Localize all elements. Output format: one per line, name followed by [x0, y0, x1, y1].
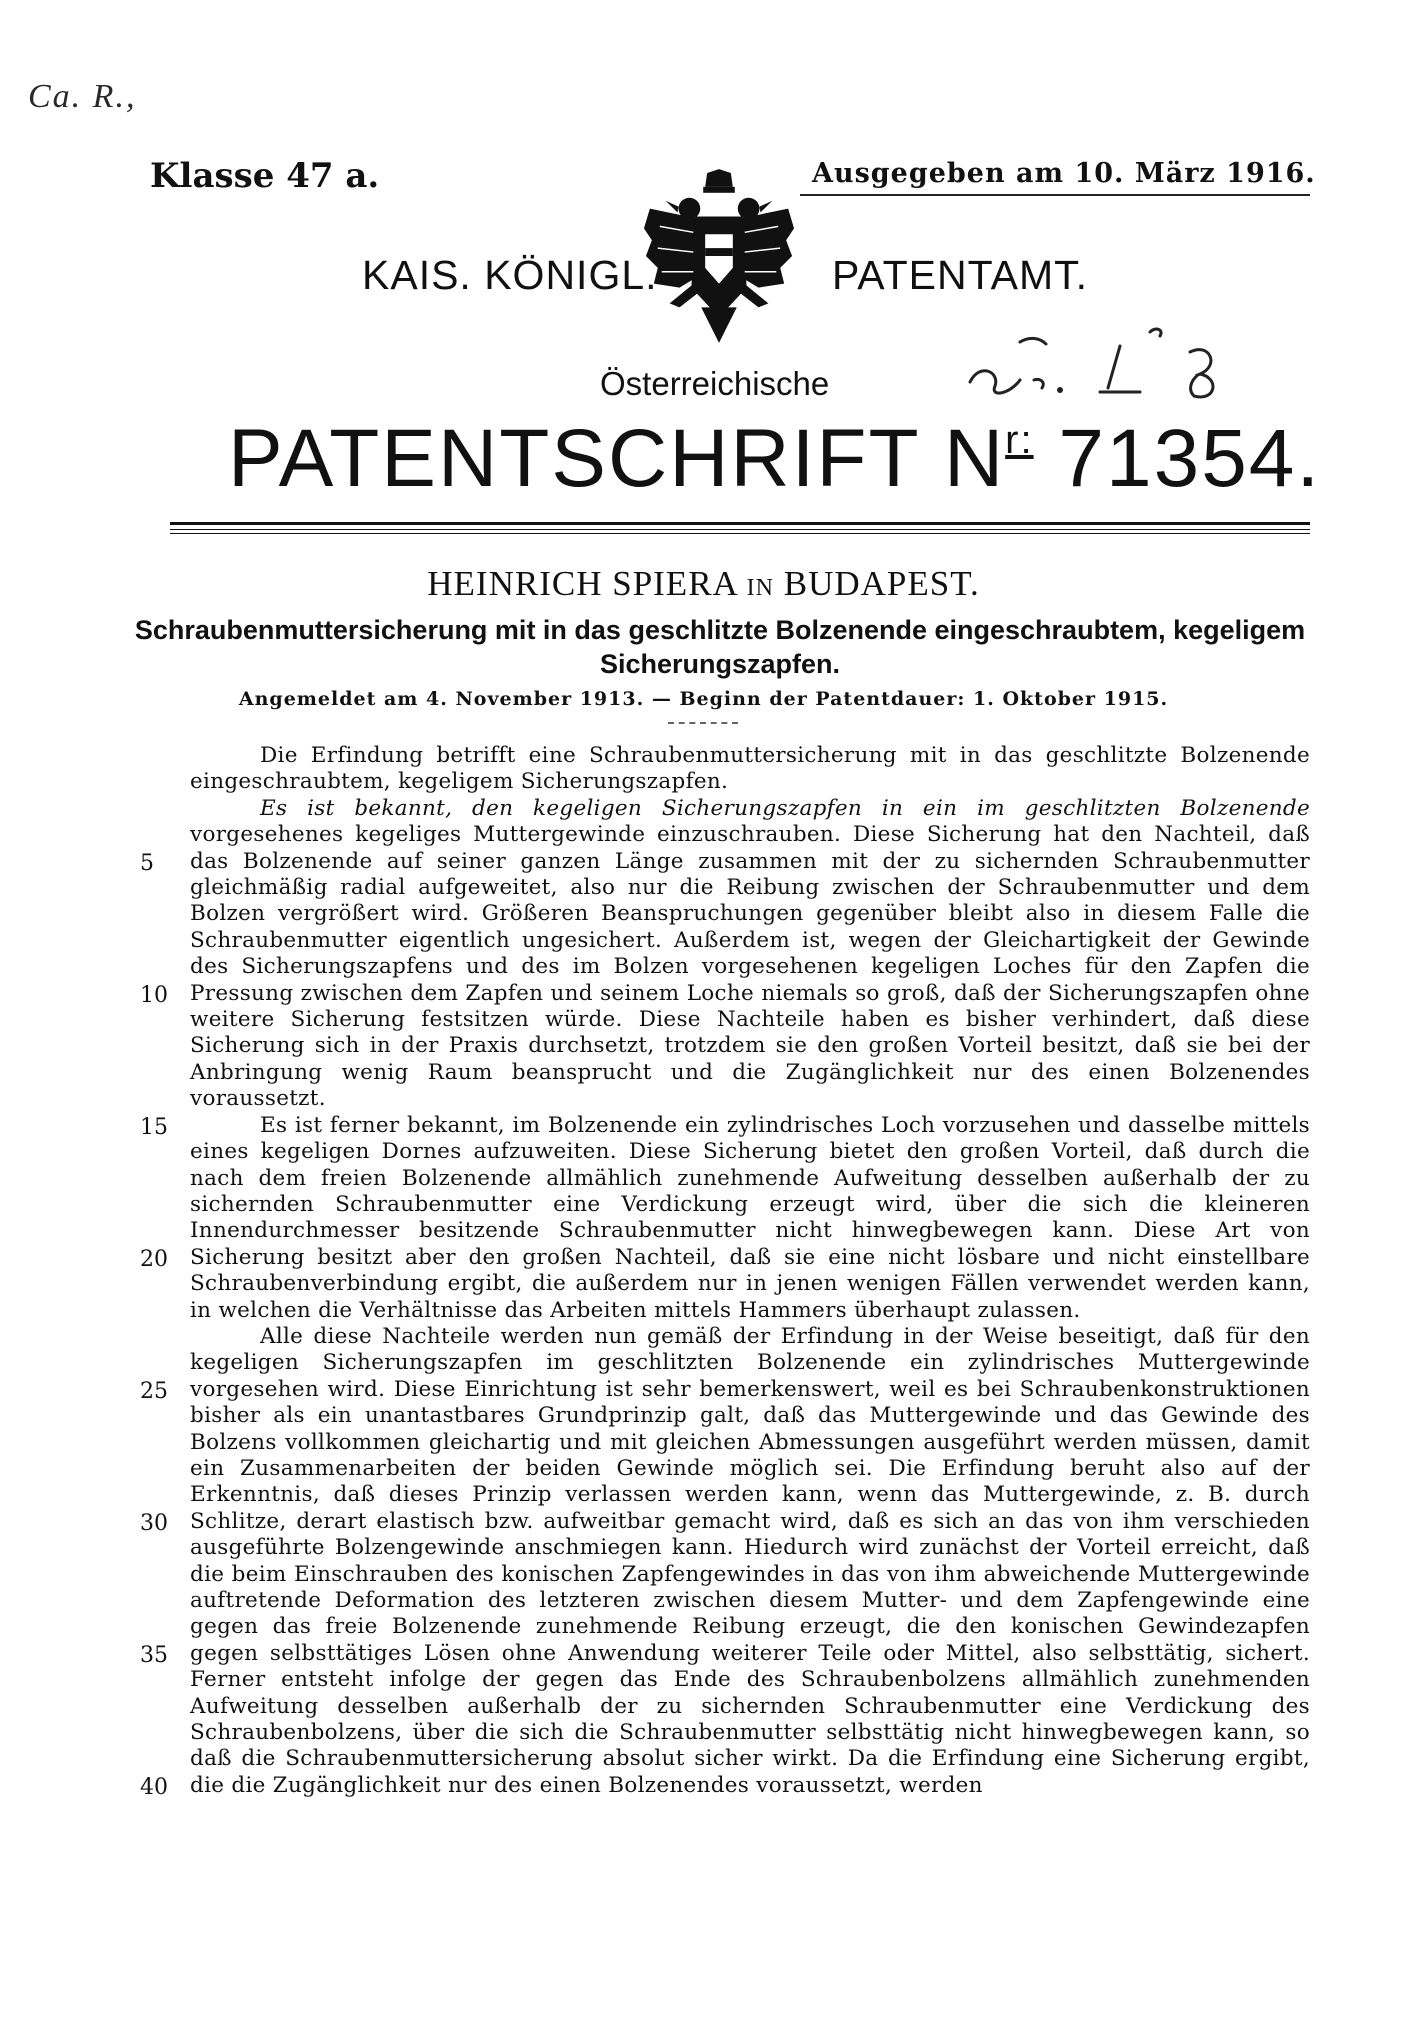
issue-date: Ausgegeben am 10. März 1916.: [812, 158, 1316, 189]
line-number: 5: [140, 851, 154, 876]
line-number: 25: [140, 1379, 168, 1404]
patent-number: 71354.: [1058, 413, 1322, 504]
line-number: 40: [140, 1775, 168, 1800]
country-subtitle: Österreichische: [600, 365, 830, 402]
patent-title-word: PATENTSCHRIFT: [228, 413, 920, 504]
invention-title: Schraubenmuttersicherung mit in das geschlitzte Bolzenende eingeschraubtem, kegeligem Sicherungszapfen.: [134, 615, 1306, 679]
patent-number-label: $N^{r:}$: [943, 413, 1034, 504]
filing-dates: Angemeldet am 4. November 1913. — Beginn der Patentdauer: 1. Oktober 1915.: [238, 688, 1169, 710]
title-rule-thin: [170, 529, 1310, 530]
archive-stamp: Ca. R.,: [28, 78, 137, 115]
office-name-right: PATENTAMT.: [832, 252, 1088, 298]
issue-date-rule: [800, 194, 1310, 196]
line-number: 10: [140, 983, 168, 1008]
title-rule: [170, 522, 1310, 525]
office-name-left: KAIS. KÖNIGL.: [362, 252, 658, 298]
handwritten-annotation: [950, 322, 1270, 412]
patent-body: [190, 743, 1310, 1799]
paragraph: Alle diese Nachteile werden nun gemäß der Erfindung in der Weise beseitigt, daß für den kegeligen Sicherungszapfen im geschlitzten Bolzenende ein zylindrisches Muttergewinde vorgesehen wird. Diese Einrichtung ist sehr bemerkenswert, weil es bei Schraubenkonstruktionen bisher als ein unantastbares Grundprinzip galt, daß das Muttergewinde und das Gewinde des Bolzens vollkommen gleichartig und mit gleichen Abmessungen ausgeführt werden müssen, damit ein Zusammenarbeiten der beiden Gewinde möglich sei. Die Erfindung beruht also auf der Erkenntnis, daß dieses Prinzip verlassen werden kann, wenn das Muttergewinde, z. B. durch Schlitze, derart elastisch bzw. aufweitbar gemacht wird, daß es sich an das von ihm verschieden ausgeführte Bolzengewinde anschmiegen kann. Hiedurch wird zunächst der Vorteil erreicht, daß die beim Einschrauben des konischen Zapfengewindes in das von ihm abweichende Muttergewinde auftretende Deformation des letzteren zwischen diesem Mutter- und dem Zapfengewinde eine gegen das freie Bolzenende zunehmende Reibung erzeugt, die den konischen Gewindezapfen gegen selbsttätiges Lösen ohne Anwendung weiterer Teile oder Mittel, also selbsttätig, sichert. Ferner entsteht infolge der gegen das Ende des Schraubenbolzens allmählich zunehmenden Aufweitung desselben außerhalb der zu sichernden Schraubenmutter eine Verdickung des Schraubenbolzens, über die sich die Schraubenmutter selbsttätig nicht hinwegbewegen kann, so daß die Schraubenmuttersicherung absolut sicher wirkt. Da die Erfindung eine Sicherung ergibt, die die Zugänglichkeit nur des einen Bolzenendes voraussetzt, werden: [190, 1323, 1310, 1798]
line-number: 20: [140, 1247, 168, 1272]
line-number: 30: [140, 1511, 168, 1536]
line-number: 15: [140, 1115, 168, 1140]
double-headed-eagle-icon: [640, 168, 798, 344]
inventor-line: HEINRICH SPIERA IN BUDAPEST.: [427, 564, 980, 603]
section-divider: [668, 722, 738, 725]
paragraph: Es ist ferner bekannt, im Bolzenende ein zylindrisches Loch vorzusehen und dasselbe mittels eines kegeligen Dornes aufzuweiten. Diese Sicherung bietet den großen Vorteil, daß durch die nach dem freien Bolzenende allmählich zunehmende Aufweitung desselben außerhalb der zu sichernden Schraubenmutter eine Verdickung erzeugt wird, über die sich die kleineren Innendurchmesser besitzende Schraubenmutter nicht hinwegbewegen kann. Diese Art von Sicherung besitzt aber den großen Nachteil, daß sie eine nicht lösbare und nicht einstellbare Schraubenverbindung ergibt, die außerdem nur in jenen wenigen Fällen verwendet werden kann, in welchen die Verhältnisse das Arbeiten mittels Hammers überhaupt zulassen.: [190, 1112, 1310, 1323]
patent-title: [228, 412, 1321, 506]
patent-class: Klasse 47 a.: [150, 156, 380, 196]
paragraph: Es ist bekannt, den kegeligen Sicherungszapfen in ein im geschlitzten Bolzenende vorgesehenes kegeliges Muttergewinde einzuschrauben. Diese Sicherung hat den Nachteil, daß das Bolzenende auf seiner ganzen Länge zusammen mit der zu sichernden Schraubenmutter gleichmäßig radial aufgeweitet, also nur die Reibung zwischen der Schraubenmutter und dem Bolzen vergrößert wird. Größeren Beanspruchungen gegenüber bleibt also in diesem Falle die Schraubenmutter eigentlich ungesichert. Außerdem ist, wegen der Gleichartigkeit der Gewinde des Sicherungszapfens und des im Bolzen vorgesehenen kegeligen Loches für den Zapfen die Pressung zwischen dem Zapfen und seinem Loche niemals so groß, daß der Sicherungszapfen ohne weitere Sicherung festsitzen würde. Diese Nachteile haben es bisher verhindert, daß diese Sicherung sich in der Praxis durchsetzt, trotzdem sie den großen Vorteil besitzt, daß sie bei der Anbringung wenig Raum beansprucht und die Zugänglichkeit nur des einen Bolzenendes voraussetzt.: [190, 795, 1310, 1112]
title-rule-thin: [170, 533, 1310, 534]
line-number: 35: [140, 1643, 168, 1668]
paragraph: Die Erfindung betrifft eine Schraubenmuttersicherung mit in das geschlitzte Bolzenende eingeschraubtem, kegeligem Sicherungszapfen.: [190, 743, 1310, 795]
